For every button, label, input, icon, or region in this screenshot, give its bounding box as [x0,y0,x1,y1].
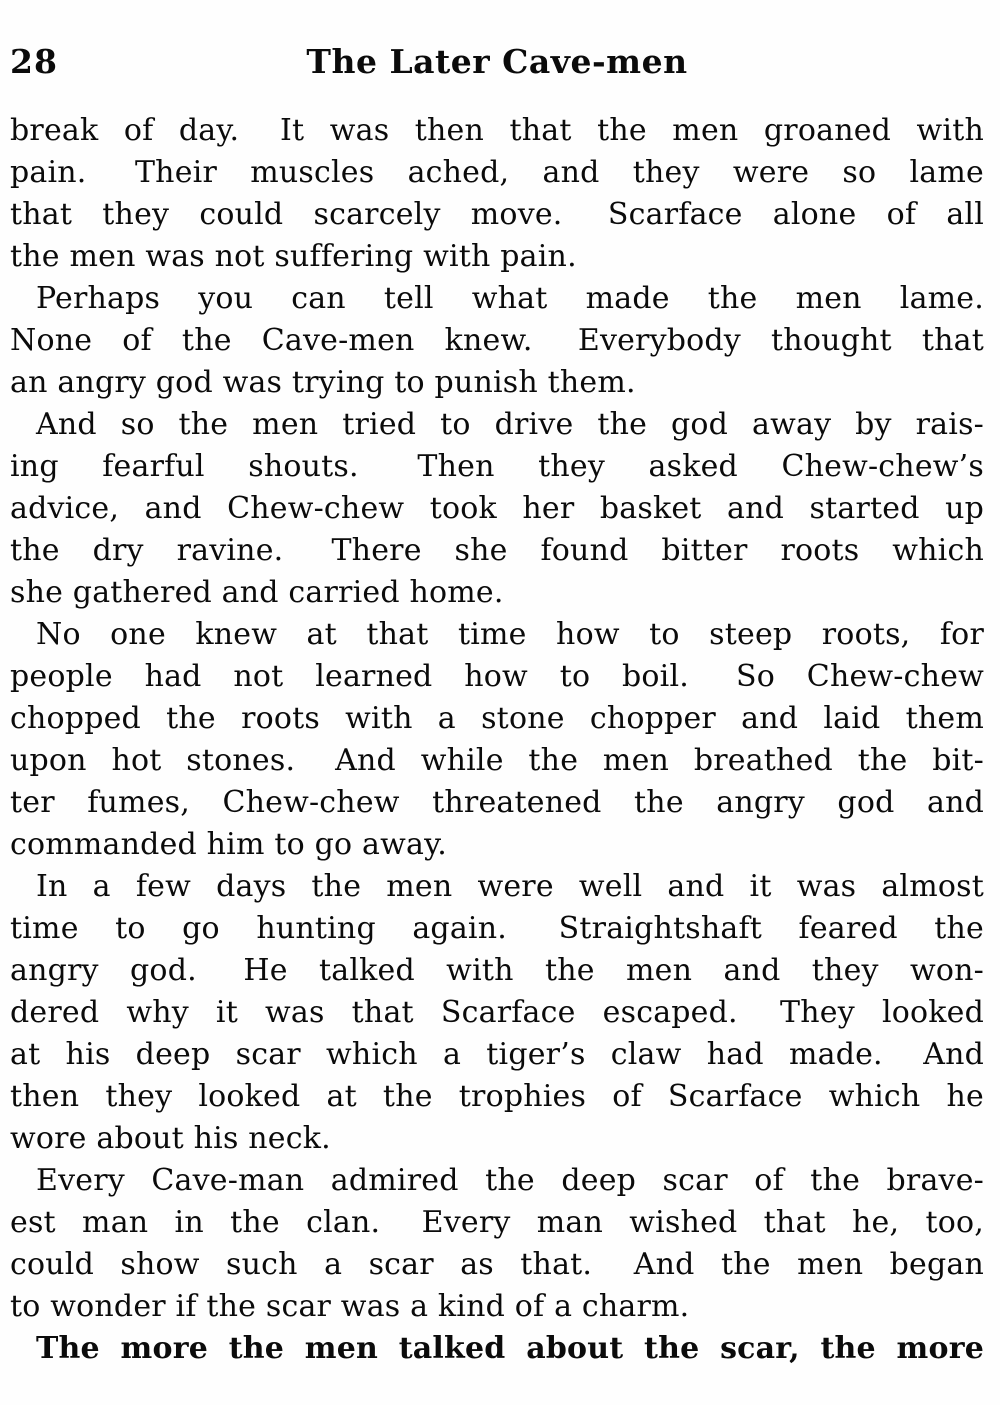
text-line: advice, and Chew-chew took her basket and started up [10,491,984,526]
text-line: None of the Cave-men knew. Everybody thought that [10,323,984,358]
text-line: an angry god was trying to punish them. [10,365,636,400]
text-line: Every Cave-man admired the deep scar of the brave- [36,1163,984,1198]
paragraph [10,404,984,614]
text-line: people had not learned how to boil. So Chew-chew [10,659,984,694]
paragraph [10,278,984,404]
text-line: Perhaps you can tell what made the men lame. [36,281,984,316]
paragraph [10,1160,984,1328]
text-line: wore about his neck. [10,1121,331,1156]
page-body [10,110,984,1370]
text-line: she gathered and carried home. [10,575,504,610]
text-line: pain. Their muscles ached, and they were so lame [10,155,984,190]
text-line: No one knew at that time how to steep roots, for [36,617,984,652]
text-line: at his deep scar which a tiger’s claw had made. And [10,1037,984,1072]
text-line: then they looked at the trophies of Scarface which he [10,1079,984,1114]
text-line: In a few days the men were well and it was almost [36,869,984,904]
text-line: commanded him to go away. [10,827,447,862]
text-line: est man in the clan. Every man wished that he, too, [10,1205,984,1240]
text-line: And so the men tried to drive the god away by rais- [36,407,984,442]
text-line: dered why it was that Scarface escaped. They looked [10,995,984,1030]
page-header [10,42,984,86]
text-line: that they could scarcely move. Scarface alone of all [10,197,984,232]
text-line: to wonder if the scar was a kind of a charm. [10,1289,690,1324]
page-number: 28 [10,42,58,81]
paragraph [10,614,984,866]
text-line: The more the men talked about the scar, the more [36,1331,984,1366]
paragraph [10,110,984,278]
text-line: break of day. It was then that the men groaned with [10,113,984,148]
text-line: the men was not suffering with pain. [10,239,577,274]
text-line: chopped the roots with a stone chopper and laid them [10,701,984,736]
page-title: The Later Cave-men [306,42,688,81]
paragraph [10,1328,984,1370]
text-line: ter fumes, Chew-chew threatened the angry god and [10,785,984,820]
text-line: ing fearful shouts. Then they asked Chew-chew’s [10,449,984,484]
text-line: time to go hunting again. Straightshaft feared the [10,911,984,946]
text-line: angry god. He talked with the men and they won- [10,953,984,988]
text-line: could show such a scar as that. And the men began [10,1247,984,1282]
paragraph [10,866,984,1160]
text-line: upon hot stones. And while the men breathed the bit- [10,743,984,778]
text-line: the dry ravine. There she found bitter roots which [10,533,984,568]
